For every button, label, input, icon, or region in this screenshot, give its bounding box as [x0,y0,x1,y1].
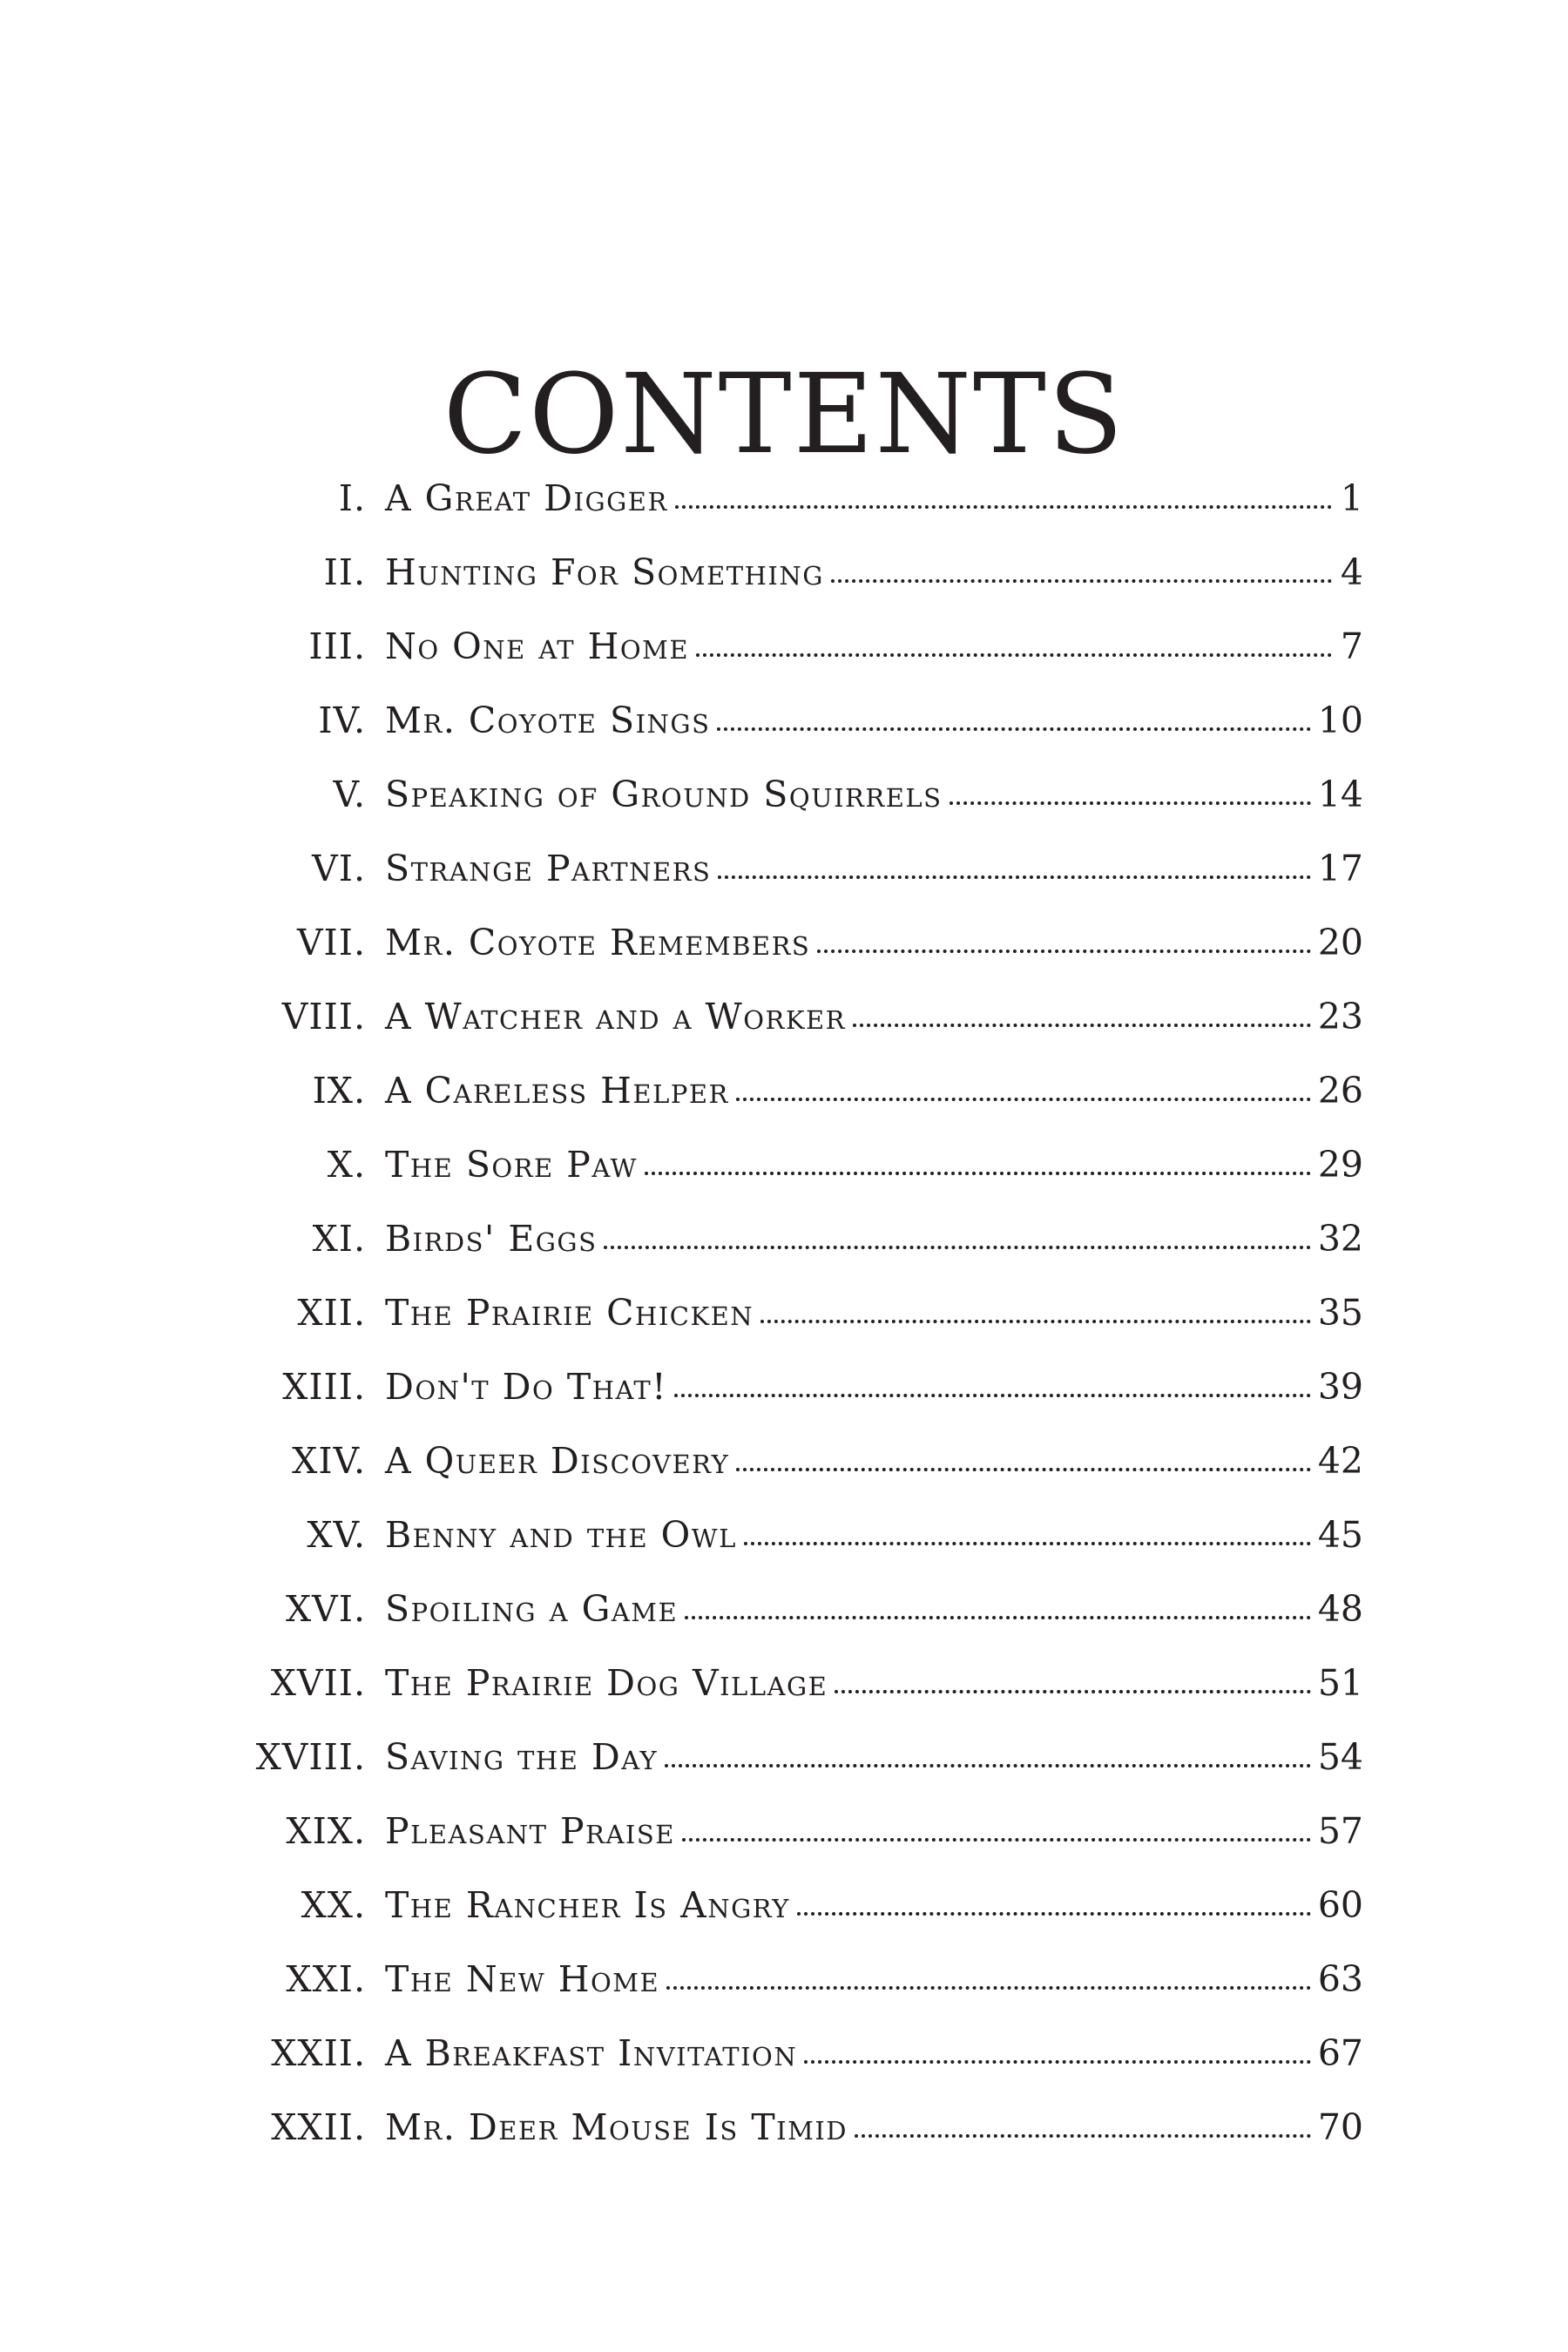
chapter-title: The Rancher Is Angry [385,1884,790,1926]
chapter-title: Saving the Day [385,1736,659,1778]
chapter-title: A Watcher and a Worker [385,996,846,1037]
dot-leader [831,578,1332,583]
dot-leader [666,1985,1311,1990]
chapter-number: V. [333,774,366,815]
chapter-title: Mr. Coyote Sings [385,700,711,741]
dot-leader [855,2133,1311,2138]
dot-leader [853,1023,1311,1027]
toc-entry[interactable] [218,620,1363,694]
chapter-title: The Prairie Dog Village [385,1662,828,1704]
dot-leader [696,652,1332,657]
chapter-number: XXI. [286,1958,366,2000]
chapter-title: Strange Partners [385,848,712,889]
page-number: 39 [1317,1366,1363,1408]
table-of-contents [218,472,1363,2175]
page-number: 4 [1340,551,1363,593]
page-number: 17 [1317,848,1363,889]
toc-entry[interactable] [218,694,1363,768]
toc-entry[interactable] [218,2027,1363,2101]
chapter-number: XIV. [292,1440,366,1482]
dot-leader [736,1467,1311,1471]
page-number: 48 [1317,1588,1363,1630]
chapter-number: II. [323,551,366,593]
chapter-number: XX. [301,1884,366,1926]
toc-entry[interactable] [218,1139,1363,1213]
dot-leader [760,1319,1311,1323]
page-number: 63 [1317,1958,1363,2000]
chapter-number: XVIII. [255,1736,366,1778]
page-number: 1 [1340,477,1363,519]
chapter-number: XXII. [271,2106,366,2148]
chapter-number: IV. [318,700,366,741]
chapter-number: IX. [312,1070,366,1112]
toc-entry[interactable] [218,1213,1363,1287]
dot-leader [804,2059,1311,2064]
chapter-title: A Careless Helper [385,1070,729,1112]
chapter-title: A Breakfast Invitation [385,2032,798,2074]
toc-entry[interactable] [218,2101,1363,2175]
chapter-title: The Sore Paw [385,1144,638,1186]
chapter-title: Benny and the Owl [385,1514,737,1556]
dot-leader [682,1837,1311,1842]
chapter-title: Spoiling a Game [385,1588,679,1630]
page-number: 51 [1317,1662,1363,1704]
page-number: 35 [1317,1292,1363,1334]
toc-entry[interactable] [218,1509,1363,1583]
chapter-number: III. [308,625,366,667]
toc-entry[interactable] [218,768,1363,842]
chapter-number: XVI. [285,1588,366,1630]
chapter-title: Birds' Eggs [385,1218,598,1260]
page-number: 14 [1317,774,1363,815]
chapter-title: The Prairie Chicken [385,1292,754,1334]
chapter-title: Pleasant Praise [385,1810,675,1852]
page-number: 20 [1317,922,1363,963]
chapter-number: XIX. [286,1810,366,1852]
chapter-number: VI. [312,848,366,889]
dot-leader [835,1689,1310,1693]
toc-entry[interactable] [218,1287,1363,1361]
chapter-title: A Great Digger [385,477,668,519]
dot-leader [950,801,1311,805]
dot-leader [736,1097,1311,1101]
chapter-number: I. [338,477,366,519]
toc-entry[interactable] [218,1583,1363,1657]
toc-entry[interactable] [218,546,1363,620]
page-number: 54 [1317,1736,1363,1778]
page-number: 60 [1317,1884,1363,1926]
page-number: 45 [1317,1514,1363,1556]
chapter-title: No One at Home [385,625,689,667]
dot-leader [674,1393,1311,1397]
page-number: 23 [1317,996,1363,1037]
chapter-title: Speaking of Ground Squirrels [385,774,943,815]
chapter-title: The New Home [385,1958,660,2000]
chapter-number: XI. [312,1218,366,1260]
chapter-number: X. [327,1144,366,1186]
dot-leader [797,1911,1311,1916]
dot-leader [718,875,1310,879]
toc-entry[interactable] [218,1731,1363,1805]
page-number: 7 [1340,625,1363,667]
dot-leader [675,504,1332,509]
toc-entry[interactable] [218,1435,1363,1509]
chapter-title: A Queer Discovery [385,1440,730,1482]
toc-entry[interactable] [218,1361,1363,1435]
toc-entry[interactable] [218,990,1363,1064]
dot-leader [645,1171,1311,1175]
chapter-title: Mr. Deer Mouse Is Timid [385,2106,848,2148]
chapter-number: VIII. [281,996,366,1037]
page-title: CONTENTS [443,350,1125,479]
toc-entry[interactable] [218,472,1363,546]
chapter-number: XVII. [270,1662,366,1704]
page-number: 10 [1317,700,1363,741]
page-number: 42 [1317,1440,1363,1482]
toc-entry[interactable] [218,842,1363,916]
page-number: 26 [1317,1070,1363,1112]
page-number: 57 [1317,1810,1363,1852]
chapter-number: XIII. [282,1366,366,1408]
page-number: 32 [1317,1218,1363,1260]
chapter-title: Mr. Coyote Remembers [385,922,811,963]
toc-entry[interactable] [218,916,1363,990]
chapter-number: VII. [296,922,366,963]
dot-leader [817,949,1311,953]
toc-entry[interactable] [218,1657,1363,1731]
chapter-number: XXII. [271,2032,366,2074]
toc-entry[interactable] [218,1805,1363,1879]
dot-leader [717,727,1310,731]
page-number: 67 [1317,2032,1363,2074]
chapter-number: XV. [307,1514,366,1556]
chapter-title: Hunting For Something [385,551,824,593]
dot-leader [604,1245,1310,1249]
toc-entry[interactable] [218,1879,1363,1953]
page-number: 70 [1317,2106,1363,2148]
page-number: 29 [1317,1144,1363,1186]
chapter-number: XII. [297,1292,366,1334]
dot-leader [685,1615,1311,1619]
toc-entry[interactable] [218,1953,1363,2027]
toc-entry[interactable] [218,1064,1363,1139]
dot-leader [665,1763,1311,1767]
chapter-title: Don't Do That! [385,1366,668,1408]
dot-leader [744,1541,1311,1545]
